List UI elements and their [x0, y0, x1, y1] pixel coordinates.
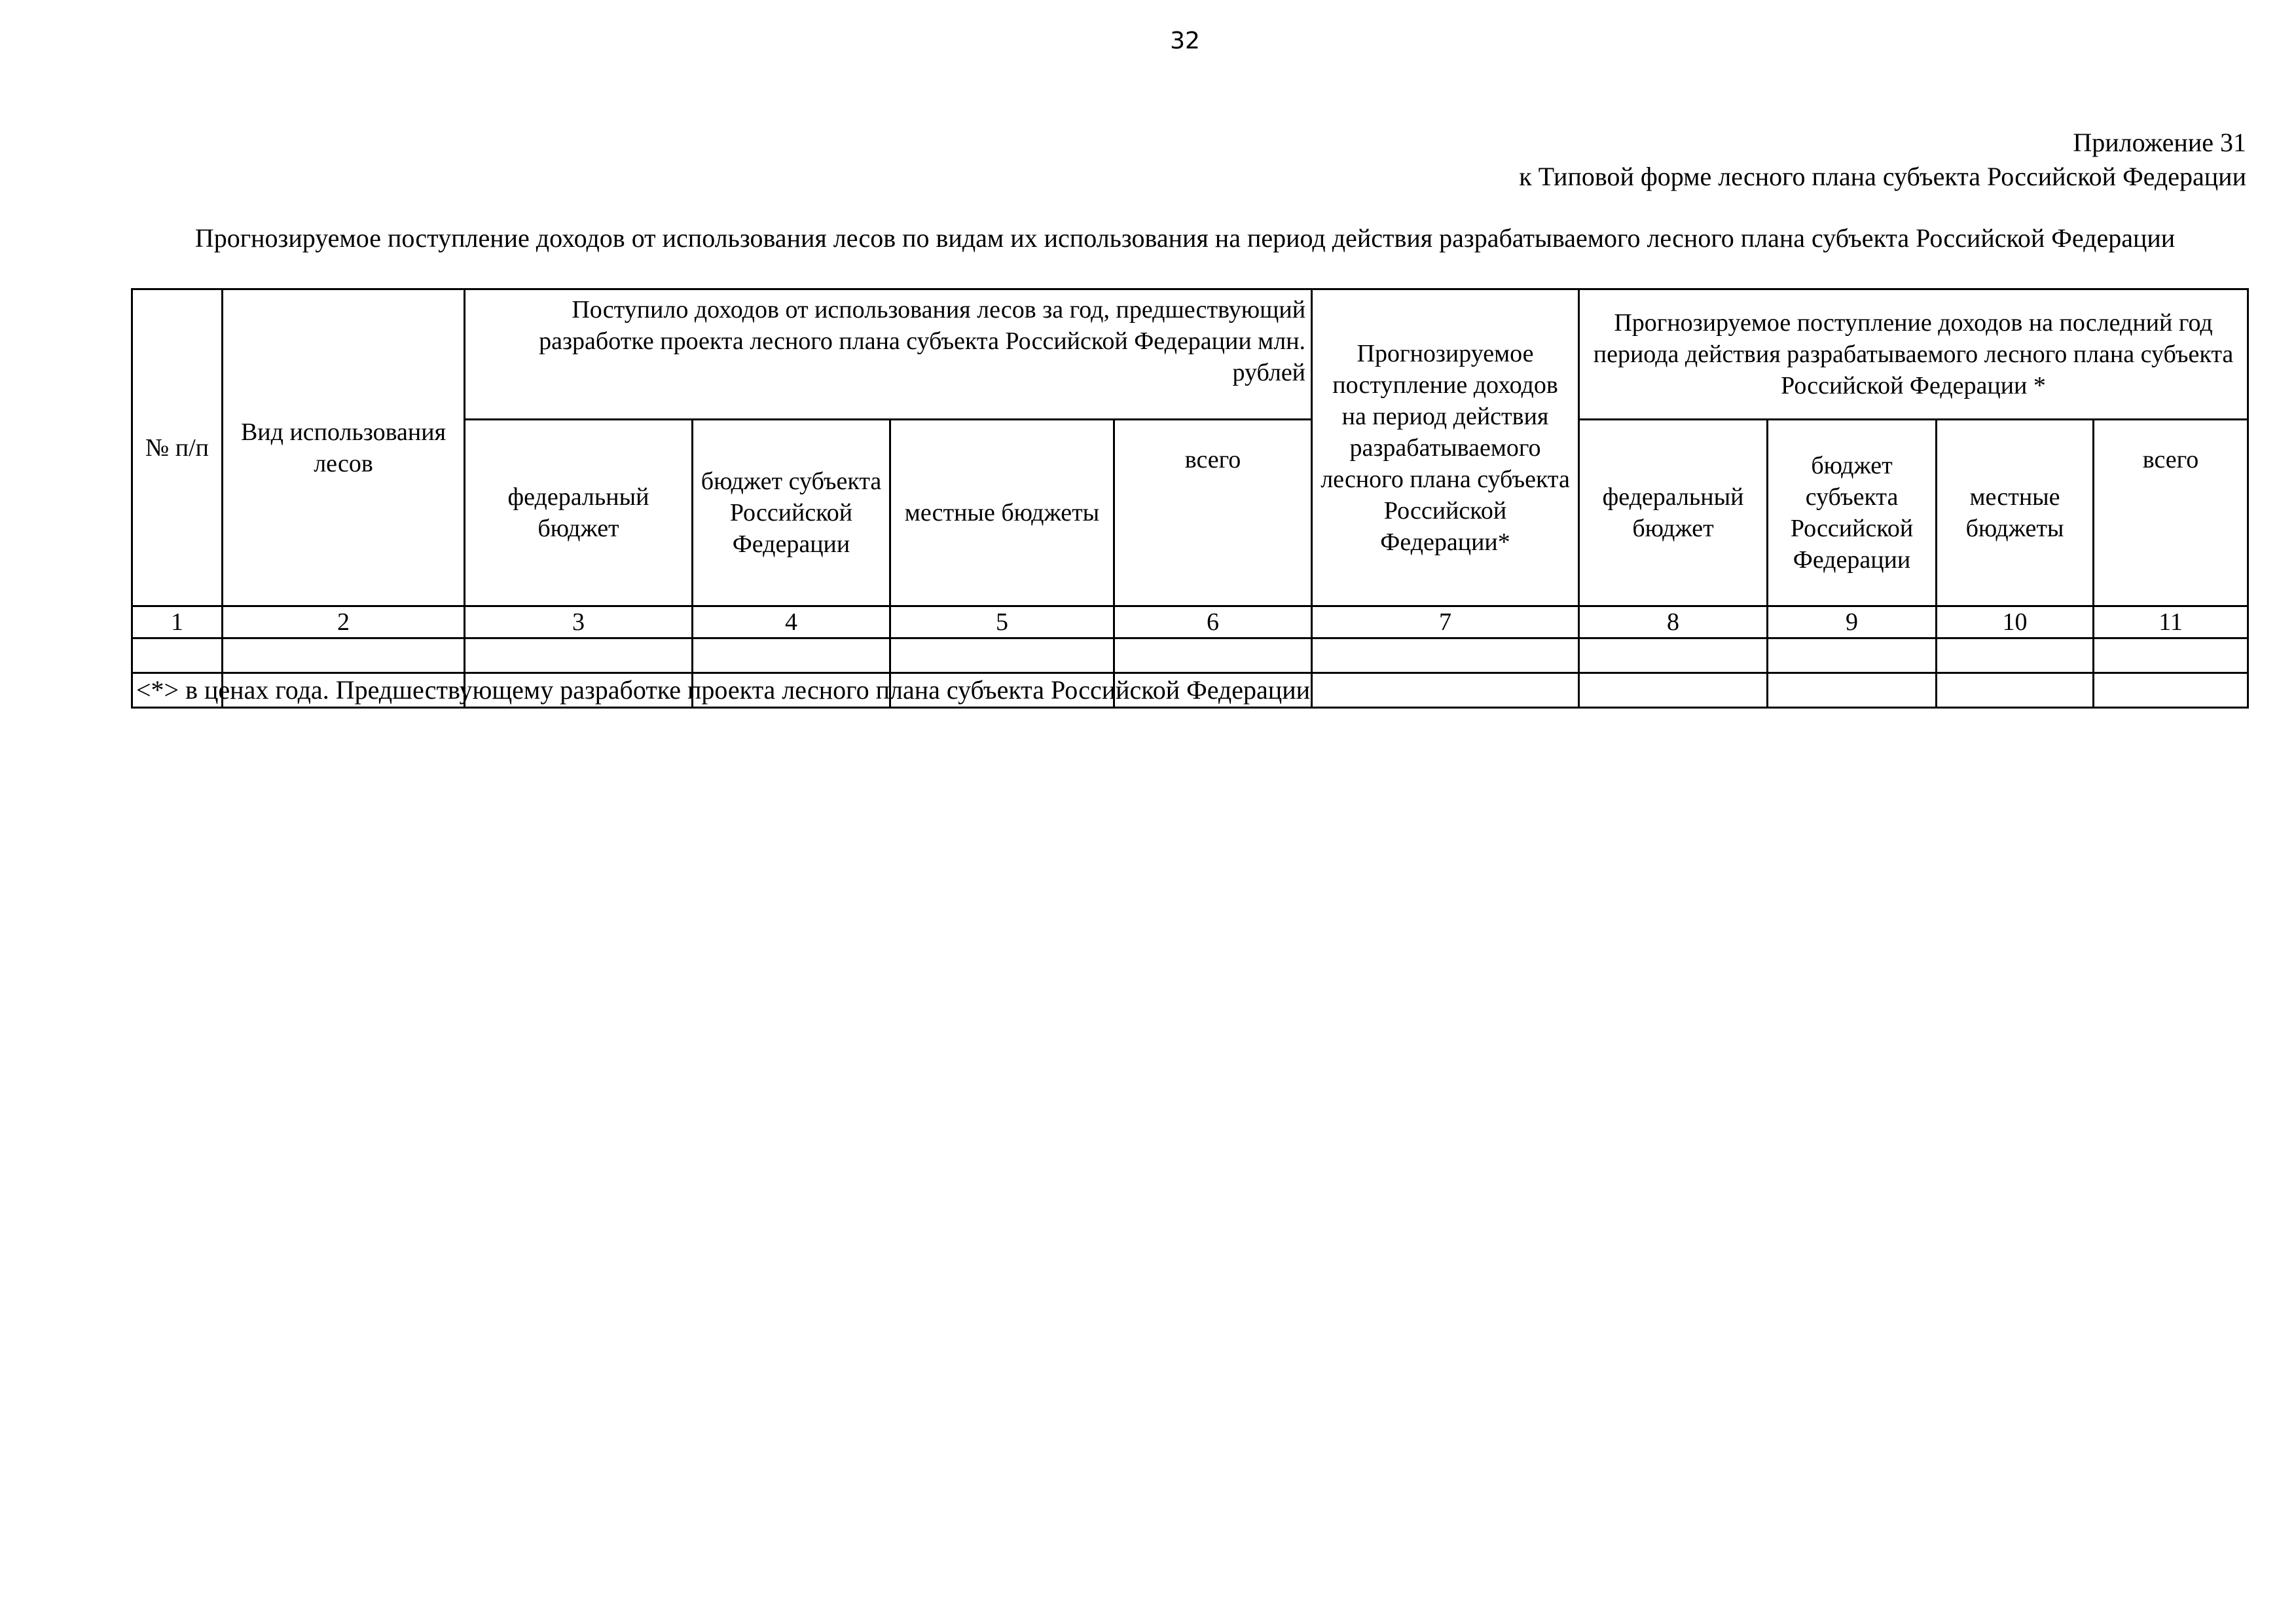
header-subject-budget: бюджет субъекта Российской Федерации: [693, 420, 890, 606]
appendix-line-2: к Типовой форме лесного плана субъекта Российской Федерации: [1519, 162, 2246, 191]
column-number: 6: [1114, 606, 1312, 638]
table-cell: [2094, 638, 2248, 673]
header-received-group: Поступило доходов от использования лесов за год, предшествующий разработке проекта лесного плана субъекта Российской Федерации млн. рублей: [465, 289, 1312, 420]
header-row-1: [132, 289, 2248, 420]
column-number: 10: [1937, 606, 2094, 638]
column-number: 1: [132, 606, 223, 638]
column-number: 11: [2094, 606, 2248, 638]
header-total-forecast: всего: [2094, 420, 2248, 606]
header-federal-budget: федеральный бюджет: [465, 420, 693, 606]
header-num: № п/п: [132, 289, 223, 606]
table-cell: [890, 638, 1114, 673]
column-number: 7: [1312, 606, 1579, 638]
table-cell: [1312, 638, 1579, 673]
column-number: 9: [1768, 606, 1937, 638]
table-cell: [1579, 673, 1768, 708]
header-kind-of-use: Вид использования лесов: [223, 289, 465, 606]
appendix-reference: [1519, 126, 2246, 194]
document-title: Прогнозируемое поступление доходов от использования лесов по видам их использования на период действия разрабатываемого лесного плана субъекта Российской Федерации: [194, 223, 2176, 253]
header-forecast-last-year-group: Прогнозируемое поступление доходов на последний год периода действия разрабатываемого лесного плана субъекта Российской Федерации *: [1579, 289, 2248, 420]
column-number: 5: [890, 606, 1114, 638]
header-total: всего: [1114, 420, 1312, 606]
table-cell: [1937, 638, 2094, 673]
header-local-budgets-forecast: местные бюджеты: [1937, 420, 2094, 606]
page-number: 32: [1170, 28, 1200, 54]
header-local-budgets: местные бюджеты: [890, 420, 1114, 606]
header-federal-budget-forecast: федеральный бюджет: [1579, 420, 1768, 606]
column-number: 8: [1579, 606, 1768, 638]
footnote: <*> в ценах года. Предшествующему разработке проекта лесного плана субъекта Российской Федерации: [136, 675, 1311, 705]
table-cell: [223, 638, 465, 673]
table-cell: [693, 638, 890, 673]
table-cell: [1579, 638, 1768, 673]
column-number-row: [132, 606, 2248, 638]
table-cell: [2094, 673, 2248, 708]
column-number: 2: [223, 606, 465, 638]
table-cell: [1768, 638, 1937, 673]
table-cell: [465, 638, 693, 673]
table-row: [132, 638, 2248, 673]
column-number: 3: [465, 606, 693, 638]
column-number: 4: [693, 606, 890, 638]
table-cell: [1312, 673, 1579, 708]
table-cell: [132, 638, 223, 673]
table-cell: [1114, 638, 1312, 673]
table-cell: [1768, 673, 1937, 708]
income-forecast-table: [131, 288, 2249, 709]
table-cell: [1937, 673, 2094, 708]
header-subject-budget-forecast: бюджет субъекта Российской Федерации: [1768, 420, 1937, 606]
appendix-line-1: Приложение 31: [2073, 128, 2246, 157]
header-forecast-period: Прогнозируемое поступление доходов на период действия разрабатываемого лесного плана субъекта Российской Федерации*: [1312, 289, 1579, 606]
